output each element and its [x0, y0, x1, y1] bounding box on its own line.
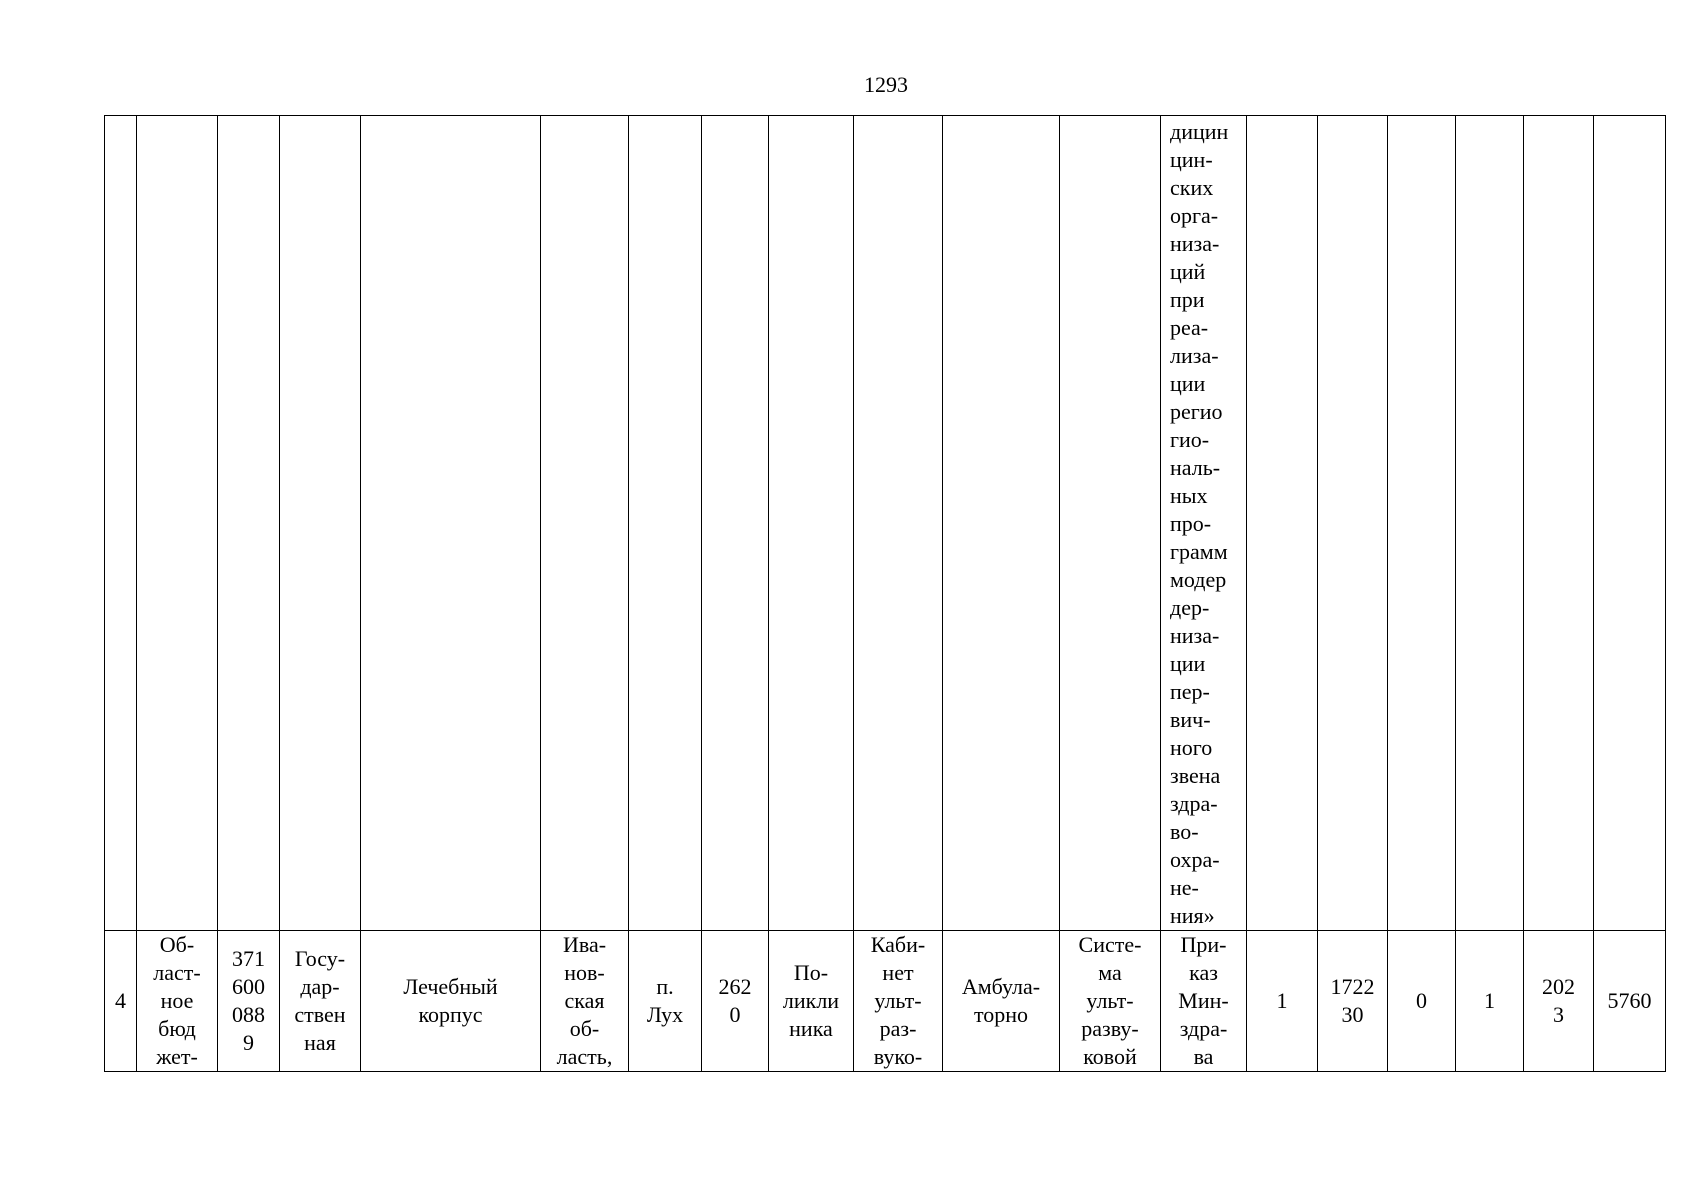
cont-cell — [1247, 116, 1318, 931]
quantity-cell: 1 — [1247, 931, 1318, 1072]
value-cell: 1 — [1456, 931, 1524, 1072]
room-cell: Каби- нет ульт- раз- вуко- — [854, 931, 943, 1072]
cont-cell — [1388, 116, 1456, 931]
year-cell: 202 3 — [1524, 931, 1594, 1072]
care-type-cell: Амбула- торно — [943, 931, 1060, 1072]
row-number-cell: 4 — [105, 931, 137, 1072]
data-table — [104, 115, 1666, 1072]
cont-cell — [769, 116, 854, 931]
cont-cell-document-basis — [1161, 116, 1247, 931]
continuation-row — [105, 116, 1666, 931]
cont-cell — [1524, 116, 1594, 931]
cont-cell — [854, 116, 943, 931]
total-cell: 5760 — [1594, 931, 1666, 1072]
cont-cell — [702, 116, 769, 931]
cont-cell — [280, 116, 361, 931]
funding-source-cell: Об- ласт- ное бюд жет- — [137, 931, 218, 1072]
cont-cell — [105, 116, 137, 931]
cont-cell — [1594, 116, 1666, 931]
cont-cell — [1456, 116, 1524, 931]
cont-cell — [137, 116, 218, 931]
document-basis-continuation-text: дицин цин- ских орга- низа- ций при реа- лиза- ции регио гио- наль- ных про- грамм модер дер- низа- ции пер- вич- ного звена здра- во- охра- не- ния» — [1170, 119, 1229, 928]
ownership-cell: Госу- дар- ствен ная — [280, 931, 361, 1072]
cont-cell — [541, 116, 629, 931]
cont-cell — [218, 116, 280, 931]
value-cell: 0 — [1388, 931, 1456, 1072]
page-number: 1293 — [864, 72, 908, 97]
cont-cell — [943, 116, 1060, 931]
cont-cell — [1318, 116, 1388, 931]
cont-cell — [361, 116, 541, 931]
table-row — [105, 931, 1666, 1072]
facility-type-cell: По- ликли ника — [769, 931, 854, 1072]
cont-cell — [629, 116, 702, 931]
inn-cell: 371 600 088 9 — [218, 931, 280, 1072]
building-cell: Лечебный корпус — [361, 931, 541, 1072]
amount-cell: 1722 30 — [1318, 931, 1388, 1072]
code-cell: 262 0 — [702, 931, 769, 1072]
cont-cell — [1060, 116, 1161, 931]
equipment-cell: Систе- ма ульт- разву- ковой — [1060, 931, 1161, 1072]
region-cell: Ива- нов- ская об- ласть, — [541, 931, 629, 1072]
document-basis-cell: При- каз Мин- здра- ва — [1161, 931, 1247, 1072]
locality-cell: п. Лух — [629, 931, 702, 1072]
